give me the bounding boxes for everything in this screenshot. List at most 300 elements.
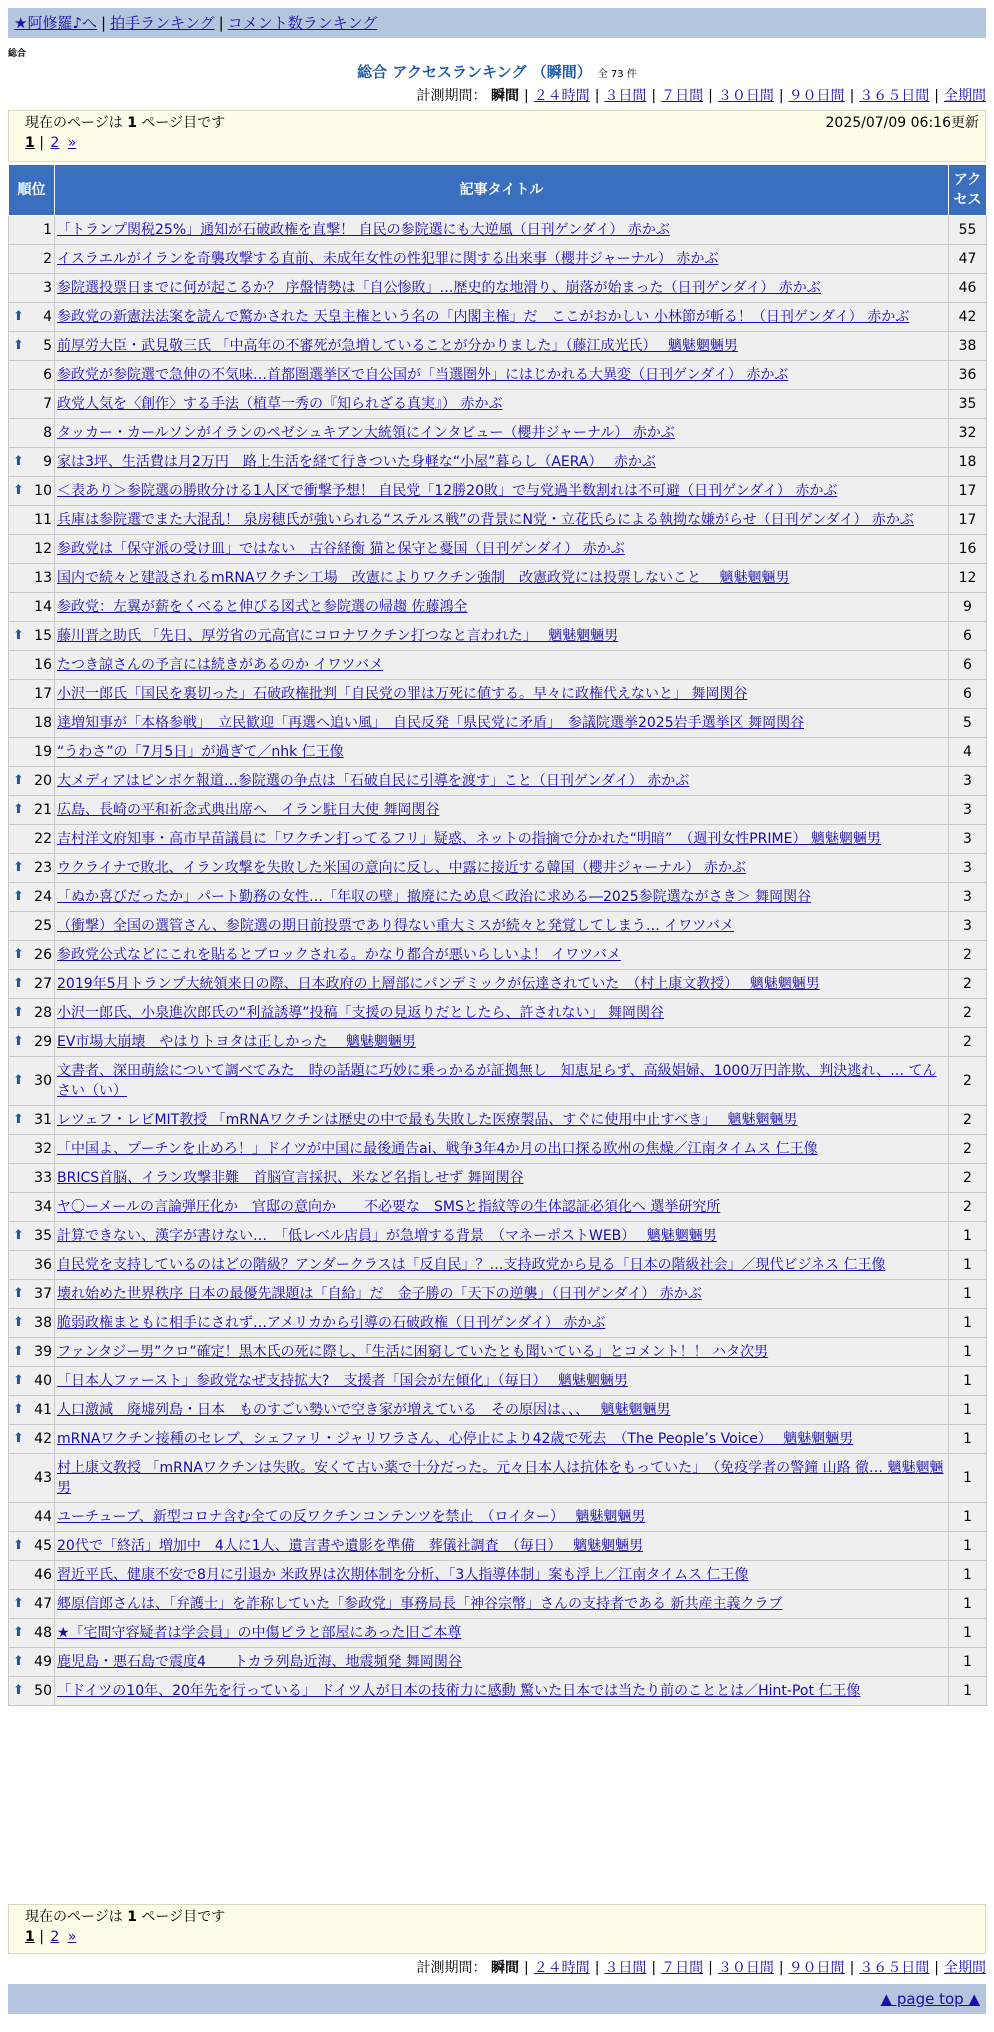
access-count: 46: [949, 274, 987, 303]
title-cell: [55, 1222, 949, 1251]
period-link-30d-bottom[interactable]: ３０日間: [717, 1960, 774, 1976]
rank-number: 44: [34, 1509, 52, 1525]
article-link[interactable]: （衝撃）全国の選管さん、参院選の期日前投票であり得ない重大ミスが続々と発覚してしまう… イワツバメ: [57, 918, 735, 934]
rank-up-arrow-icon: ⬆: [13, 483, 24, 498]
table-row: [9, 767, 987, 796]
access-count: 3: [949, 825, 987, 854]
table-row: [9, 535, 987, 564]
total-count: 全 73 件: [597, 69, 637, 80]
article-link[interactable]: 達増知事が「本格参戦」 立民歓迎「再選へ追い風」 自民反発「県民党に矛盾」 参議院選挙2025岩手選挙区 舞岡関谷: [57, 715, 805, 731]
pager: 1 | 2 »: [25, 135, 77, 151]
title-cell: [55, 593, 949, 622]
rank-cell: [9, 564, 55, 593]
article-link[interactable]: 2019年5月トランプ大統領来日の際、日本政府の上層部にパンデミックが伝達されていた （村上康文教授） 魑魅魍魎男: [57, 976, 820, 992]
rank-cell: [9, 1193, 55, 1222]
rank-number: 3: [43, 280, 52, 296]
article-link[interactable]: 脆弱政権まともに相手にされず…アメリカから引導の石破政権（日刊ゲンダイ） 赤かぶ: [57, 1315, 606, 1331]
rank-cell: [9, 1396, 55, 1425]
rank-cell: [9, 390, 55, 419]
period-link-7d-bottom[interactable]: ７日間: [661, 1960, 704, 1976]
article-link[interactable]: レツェフ・レビMIT教授 「mRNAワクチンは歴史の中で最も失敗した医療製品、すぐに使用中止すべき」 魑魅魍魎男: [57, 1112, 798, 1128]
rank-up-arrow-icon: ⬆: [13, 338, 24, 353]
article-link[interactable]: ヤ〇ーメールの言論弾圧化か 官邸の意向か 不必要な SMSと指紋等の生体認証必須化へ 選挙研究所: [57, 1199, 721, 1215]
article-link[interactable]: 参政党が参院選で急伸の不気味…首都圏選挙区で自公国が「当選圏外」にはじかれる大異変（日刊ゲンダイ） 赤かぶ: [57, 367, 789, 383]
article-link[interactable]: 「トランプ関税25%」通知が石破政権を直撃！ 自民の参院選にも大逆風（日刊ゲンダイ） 赤かぶ: [57, 222, 670, 238]
table-row: [9, 303, 987, 332]
rank-up-arrow-icon: ⬆: [13, 1073, 24, 1088]
rank-cell: [9, 999, 55, 1028]
access-count: 1: [949, 1396, 987, 1425]
rank-number: 34: [34, 1199, 52, 1215]
rank-number: 14: [34, 599, 52, 615]
table-row: [9, 1503, 987, 1532]
title-cell: [55, 245, 949, 274]
title-cell: [55, 1193, 949, 1222]
article-link[interactable]: 習近平氏、健康不安で8月に引退か 米政界は次期体制を分析、「3人指導体制」案も浮上／江南タイムス 仁王像: [57, 1567, 749, 1583]
table-row: [9, 738, 987, 767]
period-link-365d-bottom[interactable]: ３６５日間: [859, 1960, 930, 1976]
article-link[interactable]: 参政党の新憲法法案を読んで驚かされた 天皇主権という名の「内閣主権」だ ここがおかしい 小林節が斬る！（日刊ゲンダイ） 赤かぶ: [57, 309, 910, 325]
title-cell: [55, 1135, 949, 1164]
access-count: 1: [949, 1280, 987, 1309]
rank-number: 11: [34, 512, 52, 528]
rank-cell: [9, 1425, 55, 1454]
rank-up-arrow-icon: ⬆: [13, 773, 24, 788]
period-link-3d[interactable]: ３日間: [604, 88, 647, 104]
article-link[interactable]: 20代で「終活」増加中 4人に1人、遺言書や遺影を準備 葬儀社調査 （毎日） 魑魅魍魎男: [57, 1538, 644, 1554]
access-count: 2: [949, 1164, 987, 1193]
access-count: 1: [949, 1648, 987, 1677]
title-cell: [55, 303, 949, 332]
period-selector-top: 計測期間： 瞬間 | ２４時間 | ３日間 | ７日間 | ３０日間 | ９０日間 | ３６５日間 | 全期間: [416, 88, 986, 104]
title-cell: [55, 622, 949, 651]
rank-cell: [9, 1503, 55, 1532]
access-count: 4: [949, 738, 987, 767]
period-link-365d[interactable]: ３６５日間: [859, 88, 930, 104]
article-link[interactable]: 藤川晋之助氏 「先日、厚労省の元高官にコロナワクチン打つなと言われた」 魑魅魍魎男: [57, 628, 619, 644]
access-count: 2: [949, 1028, 987, 1057]
access-count: 1: [949, 1425, 987, 1454]
access-count: 1: [949, 1561, 987, 1590]
rank-up-arrow-icon: ⬆: [13, 309, 24, 324]
access-count: 2: [949, 1193, 987, 1222]
rank-number: 27: [34, 976, 52, 992]
table-row: [9, 1251, 987, 1280]
rank-cell: [9, 274, 55, 303]
access-count: 35: [949, 390, 987, 419]
rank-cell: [9, 854, 55, 883]
access-count: 1: [949, 1338, 987, 1367]
rank-cell: [9, 1135, 55, 1164]
access-count: 6: [949, 651, 987, 680]
pager-page-2[interactable]: 2: [50, 135, 60, 151]
article-link[interactable]: BRICS首脳、イラン攻撃非難 首脳宣言採択、米など名指しせず 舞岡関谷: [57, 1170, 524, 1186]
access-count: 38: [949, 332, 987, 361]
table-row: [9, 1106, 987, 1135]
title-cell: [55, 1164, 949, 1193]
rank-up-arrow-icon: ⬆: [13, 1654, 24, 1669]
rank-cell: [9, 825, 55, 854]
rank-cell: [9, 1057, 55, 1106]
access-count: 2: [949, 1057, 987, 1106]
article-link[interactable]: 小沢一郎氏、小泉進次郎氏の“利益誘導”投稿「支援の見返りだとしたら、許されない」 舞岡関谷: [57, 1005, 664, 1021]
access-count: 9: [949, 593, 987, 622]
title-cell: [55, 1028, 949, 1057]
table-row: [9, 1619, 987, 1648]
article-link[interactable]: EV市場大崩壊 やはりトヨタは正しかった 魑魅魍魎男: [57, 1034, 416, 1050]
title-cell: [55, 767, 949, 796]
page-title: 総合 アクセスランキング （瞬間）: [357, 63, 592, 81]
article-link[interactable]: 参政党は「保守派の受け皿」ではない 古谷経衡 猫と保守と憂国（日刊ゲンダイ） 赤かぶ: [57, 541, 625, 557]
rank-cell: [9, 912, 55, 941]
rank-number: 20: [34, 773, 52, 789]
article-link[interactable]: 計算できない、漢字が書けない… 「低レベル店員」が急増する背景 （マネーポストWEB） 魑魅魍魎男: [57, 1228, 717, 1244]
article-link[interactable]: 広島、長崎の平和祈念式典出席へ イラン駐日大使 舞岡関谷: [57, 802, 440, 818]
rank-cell: [9, 680, 55, 709]
table-row: [9, 1677, 987, 1706]
period-label: 計測期間：: [416, 88, 487, 104]
table-row: [9, 245, 987, 274]
header-title: 記事タイトル: [55, 165, 949, 216]
article-link[interactable]: 人口激減 廃墟列島・日本 ものすごい勢いで空き家が増えている その原因は、、、 魑魅魍魎男: [57, 1402, 671, 1418]
rank-number: 26: [34, 947, 52, 963]
comment-ranking-link[interactable]: コメント数ランキング: [227, 14, 378, 32]
table-row: [9, 1454, 987, 1503]
title-cell: [55, 651, 949, 680]
title-cell: [55, 419, 949, 448]
period-link-all-bottom[interactable]: 全期間: [944, 1960, 986, 1976]
article-link[interactable]: 郷原信郎さんは、「弁護士」を詐称していた「参政党」事務局長「神谷宗幣」さんの支持者である 新共産主義クラブ: [57, 1596, 783, 1612]
access-count: 47: [949, 245, 987, 274]
rank-cell: [9, 1590, 55, 1619]
rank-number: 37: [34, 1286, 52, 1302]
title-cell: [55, 941, 949, 970]
article-link[interactable]: ファンタジー男”クロ”確定！黒木氏の死に際し、「生活に困窮していたとも聞いている」とコメント！！ ハタ次男: [57, 1344, 769, 1360]
table-row: [9, 1338, 987, 1367]
rank-cell: [9, 506, 55, 535]
table-row: [9, 506, 987, 535]
title-cell: [55, 1454, 949, 1503]
page-info-top: [8, 110, 986, 162]
rank-number: 41: [34, 1402, 52, 1418]
rank-cell: [9, 1222, 55, 1251]
rank-cell: [9, 1309, 55, 1338]
rank-number: 47: [34, 1596, 52, 1612]
rank-cell: [9, 1164, 55, 1193]
article-link[interactable]: 前厚労大臣・武見敬三氏 「中高年の不審死が急増していることが分かりました」（藤江成光氏） 魑魅魍魎男: [57, 338, 738, 354]
rank-up-arrow-icon: ⬆: [13, 628, 24, 643]
table-row: [9, 999, 987, 1028]
title-cell: [55, 1425, 949, 1454]
ranking-table-body: [9, 216, 987, 1706]
title-cell: [55, 854, 949, 883]
rank-cell: [9, 1648, 55, 1677]
article-link[interactable]: ユーチューブ、新型コロナ含む全ての反ワクチンコンテンツを禁止 （ロイター） 魑魅魍魎男: [57, 1509, 646, 1525]
table-row: [9, 1280, 987, 1309]
access-count: 18: [949, 448, 987, 477]
rank-up-arrow-icon: ⬆: [13, 889, 24, 904]
period-current: 瞬間: [490, 88, 519, 104]
title-cell: [55, 1532, 949, 1561]
access-count: 1: [949, 1251, 987, 1280]
rank-number: 2: [43, 251, 52, 267]
rank-up-arrow-icon: ⬆: [13, 1402, 24, 1417]
rank-cell: [9, 1028, 55, 1057]
access-count: 1: [949, 1619, 987, 1648]
access-count: 16: [949, 535, 987, 564]
access-count: 3: [949, 883, 987, 912]
rank-cell: [9, 1677, 55, 1706]
period-link-90d[interactable]: ９０日間: [788, 88, 845, 104]
rank-number: 29: [34, 1034, 52, 1050]
access-count: 2: [949, 999, 987, 1028]
title-cell: [55, 1648, 949, 1677]
rank-cell: [9, 361, 55, 390]
access-count: 55: [949, 216, 987, 245]
period-link-24h[interactable]: ２４時間: [533, 88, 590, 104]
rank-cell: [9, 1106, 55, 1135]
title-cell: [55, 1280, 949, 1309]
page-title-line: [0, 62, 994, 85]
access-count: 1: [949, 1222, 987, 1251]
table-row: [9, 390, 987, 419]
rank-number: 15: [34, 628, 52, 644]
rank-number: 49: [34, 1654, 52, 1670]
rank-number: 8: [43, 425, 52, 441]
rank-up-arrow-icon: ⬆: [13, 1112, 24, 1127]
article-link[interactable]: 参政党：左翼が薪をくべると伸びる図式と参院選の帰趨 佐藤鴻全: [57, 599, 468, 615]
rank-up-arrow-icon: ⬆: [13, 1373, 24, 1388]
rank-number: 18: [34, 715, 52, 731]
table-row: [9, 274, 987, 303]
table-row: [9, 622, 987, 651]
rank-cell: [9, 593, 55, 622]
pager-bottom: 1 | 2 »: [25, 1929, 77, 1945]
article-link[interactable]: 政党人気を〈創作〉する手法（植草一秀の『知られざる真実』） 赤かぶ: [57, 396, 503, 412]
title-cell: [55, 535, 949, 564]
article-link[interactable]: ★「宅間守容疑者は学会員」の中傷ビラと部屋にあった旧ご本尊: [57, 1625, 462, 1641]
rank-number: 33: [34, 1170, 52, 1186]
rank-number: 46: [34, 1567, 52, 1583]
table-row: [9, 593, 987, 622]
rank-number: 39: [34, 1344, 52, 1360]
rank-number: 9: [43, 454, 52, 470]
header-rank: 順位: [9, 165, 55, 216]
rank-number: 43: [34, 1470, 52, 1486]
article-link[interactable]: 「中国よ、プーチンを止めろ！」ドイツが中国に最後通告ai、戦争3年4か月の出口探る欧州の焦燥／江南タイムス 仁王像: [57, 1141, 818, 1157]
title-cell: [55, 1677, 949, 1706]
period-link-24h-bottom[interactable]: ２４時間: [533, 1960, 590, 1976]
table-row: [9, 912, 987, 941]
title-cell: [55, 1503, 949, 1532]
pager-next[interactable]: »: [67, 135, 77, 151]
title-cell: [55, 1619, 949, 1648]
period-selector-bottom: 計測期間： 瞬間 | ２４時間 | ３日間 | ７日間 | ３０日間 | ９０日間 | ３６５日間 | 全期間: [416, 1960, 986, 1976]
period-link-3d-bottom[interactable]: ３日間: [604, 1960, 647, 1976]
access-count: 2: [949, 1135, 987, 1164]
rank-number: 23: [34, 860, 52, 876]
article-link[interactable]: “うわさ”の「7月5日」が過ぎて／nhk 仁王像: [57, 744, 344, 760]
article-link[interactable]: 鹿児島・悪石島で震度4 トカラ列島近海、地震頻発 舞岡関谷: [57, 1654, 462, 1670]
rank-up-arrow-icon: ⬆: [13, 1315, 24, 1330]
home-link[interactable]: ★阿修羅♪へ: [14, 14, 98, 32]
rank-cell: [9, 216, 55, 245]
table-row: [9, 1222, 987, 1251]
rank-cell: [9, 883, 55, 912]
article-link[interactable]: 小沢一郎氏「国民を裏切った」石破政権批判「自民党の罪は万死に値する。早々に政権代えないと」 舞岡関谷: [57, 686, 748, 702]
rank-cell: [9, 651, 55, 680]
rank-number: 21: [34, 802, 52, 818]
period-link-7d[interactable]: ７日間: [661, 88, 704, 104]
rank-up-arrow-icon: ⬆: [13, 1286, 24, 1301]
rank-cell: [9, 1619, 55, 1648]
rank-cell: [9, 709, 55, 738]
table-row: [9, 419, 987, 448]
article-link[interactable]: 吉村洋文府知事・高市早苗議員に「ワクチン打ってるフリ」疑惑、ネットの指摘で分かれた“明暗” （週刊女性PRIME） 魑魅魍魎男: [57, 831, 881, 847]
rank-number: 48: [34, 1625, 52, 1641]
page-top-link[interactable]: ▲ page top ▲: [880, 1990, 980, 2008]
rank-number: 12: [34, 541, 52, 557]
rank-up-arrow-icon: ⬆: [13, 454, 24, 469]
rank-number: 19: [34, 744, 52, 760]
article-link[interactable]: 「ぬか喜びだったか」パート勤務の女性…「年収の壁」撤廃にため息＜政治に求める―2025参院選ながさき＞ 舞岡関谷: [57, 889, 812, 905]
rank-up-arrow-icon: ⬆: [13, 802, 24, 817]
article-link[interactable]: 参政党公式などにこれを貼るとブロックされる。かなり都合が悪いらしいよ！ イワツバメ: [57, 947, 621, 963]
rank-number: 10: [34, 483, 52, 499]
nav-separator: |: [218, 14, 224, 32]
access-count: 36: [949, 361, 987, 390]
title-cell: [55, 477, 949, 506]
table-row: [9, 564, 987, 593]
table-header-row: [9, 165, 987, 216]
access-count: 5: [949, 709, 987, 738]
title-cell: [55, 506, 949, 535]
top-nav-bar: [8, 8, 986, 38]
updated-timestamp: 2025/07/09 06:16更新: [825, 115, 979, 131]
rank-cell: [9, 535, 55, 564]
table-row: [9, 216, 987, 245]
article-link[interactable]: イスラエルがイランを奇襲攻撃する直前、未成年女性の性犯罪に関する出来事（櫻井ジャーナル） 赤かぶ: [57, 251, 719, 267]
access-count: 1: [949, 1367, 987, 1396]
article-link[interactable]: 「日本人ファースト」参政党なぜ支持拡大? 支援者「国会が左傾化」（毎日） 魑魅魍魎男: [57, 1373, 628, 1389]
article-link[interactable]: 「ドイツの10年、20年先を行っている」 ドイツ人が日本の技術力に感動 驚いた日本では当たり前のこととは／Hint-Pot 仁王像: [57, 1683, 861, 1699]
access-count: 1: [949, 1590, 987, 1619]
pager-page-2-bottom[interactable]: 2: [50, 1929, 60, 1945]
article-link[interactable]: たつき諒さんの予言には続きがあるのか イワツバメ: [57, 657, 384, 673]
table-row: [9, 680, 987, 709]
title-cell: [55, 274, 949, 303]
article-link[interactable]: 家は3坪、生活費は月2万円 路上生活を経て行きついた身軽な“小屋”暮らし（AERA） 赤かぶ: [57, 454, 656, 470]
rank-cell: [9, 419, 55, 448]
table-row: [9, 970, 987, 999]
table-row: [9, 825, 987, 854]
title-cell: [55, 970, 949, 999]
article-link[interactable]: ＜表あり＞参院選の勝敗分ける1人区で衝撃予想！ 自民党「12勝20敗」で与党過半数割れは不可避（日刊ゲンダイ） 赤かぶ: [57, 483, 838, 499]
article-link[interactable]: 村上康文教授 「mRNAワクチンは失敗。安くて古い薬で十分だった。元々日本人は抗体をもっていた」 （免疫学者の警鐘 山路 徹… 魑魅魍魎男: [57, 1460, 944, 1496]
access-count: 32: [949, 419, 987, 448]
rank-number: 25: [34, 918, 52, 934]
article-link[interactable]: 兵庫は参院選でまた大混乱！ 泉房穂氏が強いられる“ステルス戦”の背景にN党・立花氏らによる執拗な嫌がらせ（日刊ゲンダイ） 赤かぶ: [57, 512, 914, 528]
page-status: 現在のページは 1 ページ目です: [25, 115, 226, 131]
rank-number: 38: [34, 1315, 52, 1331]
article-link[interactable]: 壊れ始めた世界秩序 日本の最優先課題は「自給」だ 金子勝の「天下の逆襲」（日刊ゲンダイ） 赤かぶ: [57, 1286, 702, 1302]
rank-number: 35: [34, 1228, 52, 1244]
title-cell: [55, 1309, 949, 1338]
rank-up-arrow-icon: ⬆: [13, 1228, 24, 1243]
title-cell: [55, 564, 949, 593]
rank-number: 42: [34, 1431, 52, 1447]
table-row: [9, 1367, 987, 1396]
table-row: [9, 709, 987, 738]
category-label: 総合: [8, 49, 27, 59]
title-cell: [55, 332, 949, 361]
rank-up-arrow-icon: ⬆: [13, 947, 24, 962]
table-row: [9, 1590, 987, 1619]
period-link-30d[interactable]: ３０日間: [717, 88, 774, 104]
access-count: 3: [949, 796, 987, 825]
article-link[interactable]: 文書者、深田萌絵について調べてみた 時の話題に巧妙に乗っかるが証拠無し 知恵足らず、高級娼婦、1000万円詐欺、判決逃れ、… てんさい（い）: [57, 1063, 937, 1099]
rank-up-arrow-icon: ⬆: [13, 1431, 24, 1446]
title-cell: [55, 361, 949, 390]
table-row: [9, 854, 987, 883]
rank-number: 45: [34, 1538, 52, 1554]
rank-up-arrow-icon: ⬆: [13, 860, 24, 875]
rank-cell: [9, 1251, 55, 1280]
rank-number: 5: [43, 338, 52, 354]
article-link[interactable]: 大メディアはピンボケ報道…参院選の争点は「石破自民に引導を渡す」こと（日刊ゲンダイ） 赤かぶ: [57, 773, 690, 789]
clap-ranking-link[interactable]: 拍手ランキング: [110, 14, 215, 32]
page-info-bottom: [8, 1904, 986, 1954]
article-link[interactable]: 自民党を支持しているのはどの階級？アンダークラスは「反自民」？…支持政党から見る「日本の階級社会」／現代ビジネス 仁王像: [57, 1257, 886, 1273]
rank-cell: [9, 1338, 55, 1367]
access-count: 42: [949, 303, 987, 332]
title-cell: [55, 390, 949, 419]
table-row: [9, 1396, 987, 1425]
access-count: 3: [949, 912, 987, 941]
access-count: 1: [949, 1677, 987, 1706]
rank-cell: [9, 622, 55, 651]
access-count: 3: [949, 767, 987, 796]
title-cell: [55, 999, 949, 1028]
access-count: 2: [949, 941, 987, 970]
period-link-90d-bottom[interactable]: ９０日間: [788, 1960, 845, 1976]
table-row: [9, 361, 987, 390]
table-row: [9, 1532, 987, 1561]
article-link[interactable]: タッカー・カールソンがイランのペゼシュキアン大統領にインタビュー（櫻井ジャーナル） 赤かぶ: [57, 425, 675, 441]
article-link[interactable]: 参院選投票日までに何が起こるか？ 序盤情勢は「自公惨敗」…歴史的な地滑り、崩落が始まった（日刊ゲンダイ） 赤かぶ: [57, 280, 821, 296]
bottom-bar: [8, 1984, 986, 2014]
article-link[interactable]: ウクライナで敗北、イラン攻撃を失敗した米国の意向に反し、中露に接近する韓国（櫻井ジャーナル） 赤かぶ: [57, 860, 747, 876]
table-row: [9, 883, 987, 912]
title-cell: [55, 1367, 949, 1396]
table-row: [9, 1028, 987, 1057]
rank-number: 40: [34, 1373, 52, 1389]
table-row: [9, 448, 987, 477]
header-access: アクセス: [949, 165, 987, 216]
title-cell: [55, 796, 949, 825]
period-link-all[interactable]: 全期間: [944, 88, 986, 104]
rank-cell: [9, 332, 55, 361]
rank-number: 32: [34, 1141, 52, 1157]
title-cell: [55, 1251, 949, 1280]
nav-separator: |: [101, 14, 107, 32]
article-link[interactable]: mRNAワクチン接種のセレブ、シェファリ・ジャリワラさん、心停止により42歳で死去 （The People’s Voice） 魑魅魍魎男: [57, 1431, 854, 1447]
article-link[interactable]: 国内で続々と建設されるmRNAワクチン工場 改憲によりワクチン強制 改憲政党には投票しないこと 魑魅魍魎男: [57, 570, 790, 586]
pager-next-bottom[interactable]: »: [67, 1929, 77, 1945]
rank-cell: [9, 1367, 55, 1396]
access-count: 1: [949, 1503, 987, 1532]
rank-up-arrow-icon: ⬆: [13, 1683, 24, 1698]
